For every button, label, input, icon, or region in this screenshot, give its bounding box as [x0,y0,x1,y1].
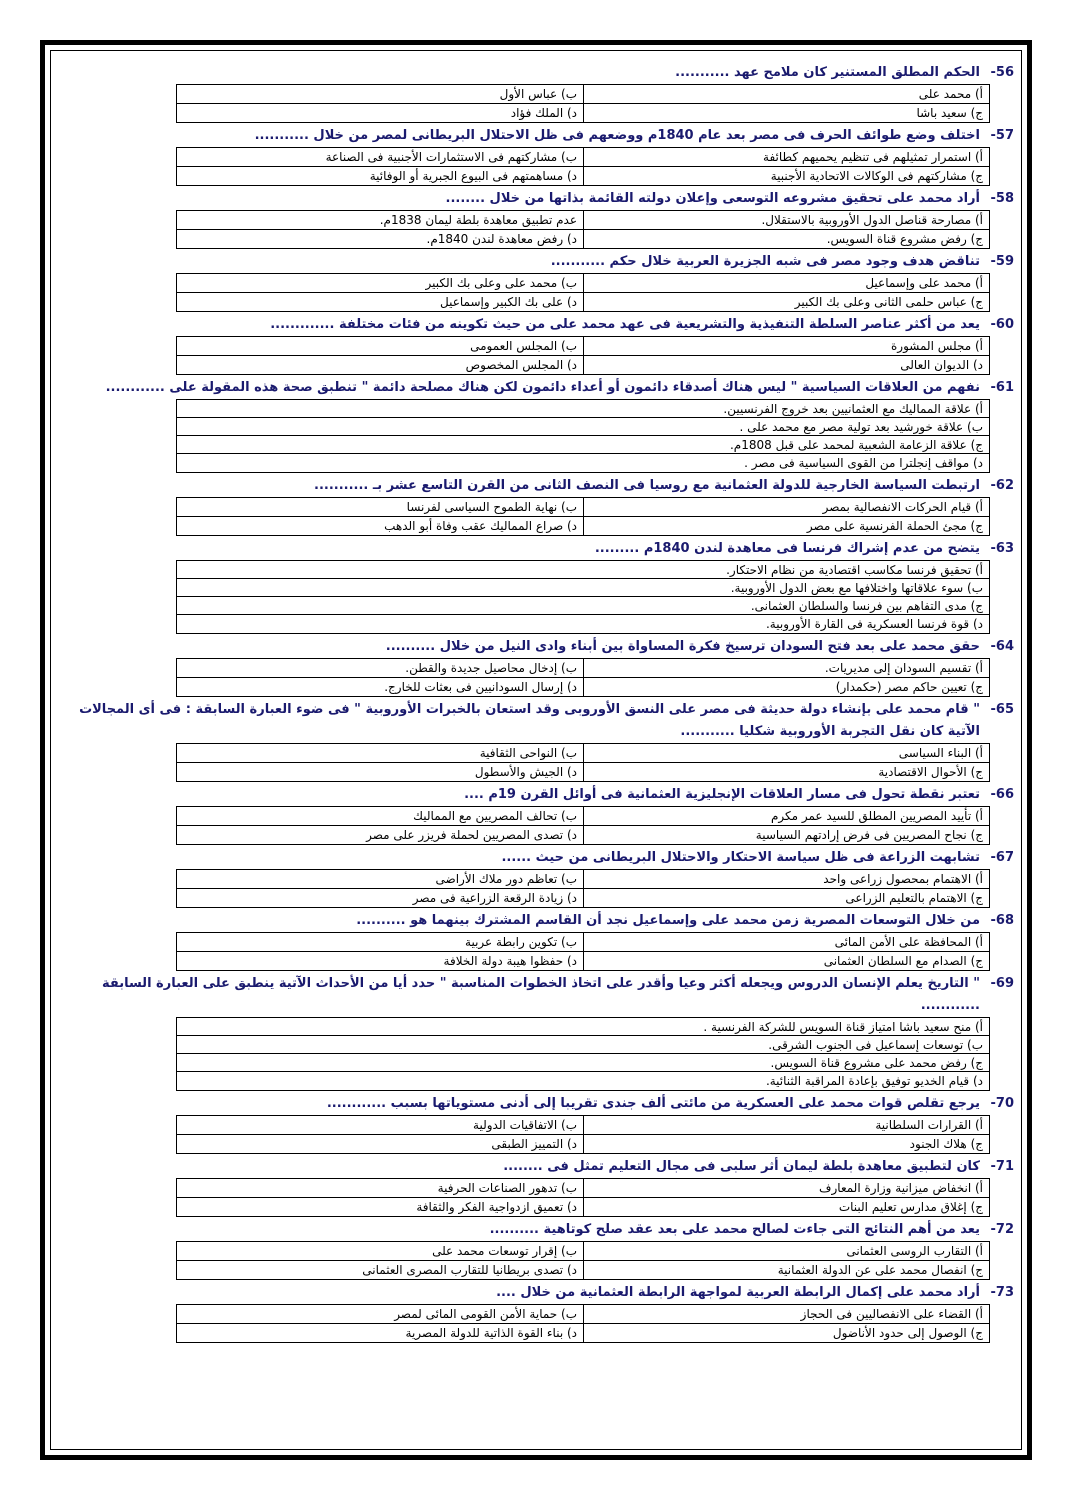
question-text: يعد من أكثر عناصر السلطة التنفيذية والتشريعية فى عهد محمد على من حيث تكوينه من فئات مختلفة ............. [270,317,980,332]
answer-option[interactable]: د) تصدى المصريين لحملة فريزر على مصر [366,828,577,842]
answer-option[interactable]: د) الملك فؤاد [510,106,577,120]
question-text: اختلف وضع طوائف الحرف فى مصر بعد عام 1840م ووضعهم فى ظل الاحتلال البريطانى لمصر من خلال ........... [254,128,980,143]
question-number: 71- [990,1159,1014,1174]
answer-option[interactable]: د) مواقف إنجلترا من القوى السياسية فى مصر . [744,456,983,470]
answer-option[interactable]: ج) مشاركتهم فى الوكالات الاتحادية الأجنبية [583,167,989,185]
answer-option[interactable]: ج) رفض محمد على مشروع قناة السويس. [177,1054,989,1072]
question-stem [60,699,1014,743]
options-table [176,497,990,536]
answer-option[interactable]: ب) تدهور الصناعات الحرفية [177,1179,583,1198]
question-stem [60,125,1014,147]
answer-option[interactable]: ج) الأحوال الاقتصادية [583,763,989,781]
question-block [60,475,1014,536]
question-number: 58- [990,191,1014,206]
question-stem [60,62,1014,84]
answer-option[interactable]: أ) منح سعيد باشا امتياز قناة السويس للشركة الفرنسية . [177,1018,989,1036]
answer-option[interactable]: ج) رفض مشروع قناة السويس. [583,230,989,248]
options-table [176,932,990,971]
answer-option[interactable]: د) بناء القوة الذاتية للدولة المصرية [405,1326,577,1340]
question-text: يتضح من عدم إشراك فرنسا فى معاهدة لندن 1840م ......... [594,541,980,556]
answer-option[interactable]: د) تعميق ازدواجية الفكر والثقافة [416,1200,577,1214]
answer-option[interactable]: ب) إدخال محاصيل جديدة والقطن. [177,659,583,678]
answer-option[interactable]: ج) إغلاق مدارس تعليم البنات [583,1198,989,1216]
question-number: 59- [990,254,1014,269]
question-number: 72- [990,1222,1014,1237]
options-table [176,210,990,249]
question-block [60,62,1014,123]
answer-option[interactable]: ب) محمد على وعلى بك الكبير [177,274,583,293]
answer-option[interactable]: د) الجيش والأسطول [474,765,577,779]
question-number: 64- [990,639,1014,654]
question-block [60,251,1014,312]
question-block [60,538,1014,634]
answer-option[interactable]: ج) تعيين حاكم مصر (حكمدار) [583,678,989,696]
answer-option[interactable]: أ) علاقة المماليك مع العثمانيين بعد خروج الفرنسيين. [177,400,989,418]
answer-option[interactable]: أ) الاهتمام بمحصول زراعى واحد [583,870,989,889]
question-number: 56- [990,65,1014,80]
answer-option[interactable]: ج) عباس حلمى الثانى وعلى بك الكبير [583,293,989,311]
question-text: تشابهت الزراعة فى ظل سياسة الاحتكار والاحتلال البريطانى من حيث ...... [501,850,980,865]
answer-option[interactable]: أ) مصارحة قناصل الدول الأوروبية بالاستقلال. [583,211,989,230]
answer-option[interactable]: ج) مدى التفاهم بين فرنسا والسلطان العثمانى. [177,597,989,615]
options-table [176,806,990,845]
question-text: أراد محمد على تحقيق مشروعه التوسعى وإعلان دولته القائمة بذاتها من خلال ........ [445,191,980,206]
question-block [60,1156,1014,1217]
question-block [60,1282,1014,1343]
answer-option[interactable]: د) قوة فرنسا العسكرية فى القارة الأوروبية. [765,617,983,631]
question-stem [60,973,1014,1017]
answer-option[interactable]: أ) تحقيق فرنسا مكاسب اقتصادية من نظام الاحتكار. [177,561,989,579]
answer-option[interactable]: ب) تكوين رابطة عربية [177,933,583,952]
question-block [60,847,1014,908]
answer-option[interactable]: ب) نهاية الطموح السياسى لفرنسا [177,498,583,517]
answer-option[interactable]: د) على بك الكبير وإسماعيل [440,295,577,309]
options-table [176,560,990,634]
answer-option[interactable]: د) التمييز الطبقى [491,1137,577,1151]
question-number: 62- [990,478,1014,493]
answer-option[interactable]: ب) عباس الأول [177,85,583,104]
answer-option[interactable]: ب) توسعات إسماعيل فى الجنوب الشرقى. [177,1036,989,1054]
question-number: 70- [990,1096,1014,1111]
answer-option[interactable]: ج) الصدام مع السلطان العثمانى [583,952,989,970]
question-number: 68- [990,913,1014,928]
question-number: 60- [990,317,1014,332]
question-number: 66- [990,787,1014,802]
options-table [176,147,990,186]
question-stem [60,910,1014,932]
question-text: " قام محمد على بإنشاء دولة حديثة فى مصر على النسق الأوروبى وقد استعان بالخبرات الأوروبية " فى ضوء العبارة السابقة : فى أى المجالات الآتية كان نقل التجربة الأوروبية شكليا ........... [79,702,980,739]
answer-option[interactable]: د) حفظوا هيبة دولة الخلافة [443,954,577,968]
answer-option[interactable]: د) الديوان العالى [583,356,989,374]
question-text: أراد محمد على إكمال الرابطة العربية لمواجهة الرابطة العثمانية من خلال .... [496,1285,980,1300]
question-stem [60,1219,1014,1241]
question-text: " التاريخ يعلم الإنسان الدروس ويجعله أكثر وعيا وأقدر على اتخاذ الخطوات المناسبة " حدد أيا من الأحداث الآتية ينطبق على العبارة السابقة ............ [101,976,980,1013]
question-text: كان لتطبيق معاهدة بلطة ليمان أثر سلبى فى مجال التعليم تمثل فى ........ [503,1159,980,1174]
question-number: 67- [990,850,1014,865]
answer-option[interactable]: ج) انفصال محمد على عن الدولة العثمانية [583,1261,989,1279]
answer-option[interactable]: ب) المجلس العمومى [177,337,583,356]
question-stem [60,1156,1014,1178]
answer-option[interactable]: أ) التقارب الروسى العثمانى [583,1242,989,1261]
answer-option[interactable]: د) المجلس المخصوص [465,358,577,372]
question-block [60,1093,1014,1154]
answer-option[interactable]: ب) تحالف المصريين مع المماليك [177,807,583,826]
question-text: الحكم المطلق المستنير كان ملامح عهد ........... [675,65,980,80]
question-block [60,699,1014,782]
question-block [60,314,1014,375]
answer-option[interactable]: ج) علاقة الزعامة الشعبية لمحمد على قبل 1808م. [177,436,989,454]
options-table [176,1115,990,1154]
question-stem [60,538,1014,560]
options-table [176,1178,990,1217]
question-stem [60,251,1014,273]
options-table [176,743,990,782]
answer-option[interactable]: أ) انخفاض ميزانية وزارة المعارف [583,1179,989,1198]
question-text: نفهم من العلاقات السياسية " ليس هناك أصدقاء دائمون أو أعداء دائمون لكن هناك مصلحة دائمة " تنطبق صحة هذه المقولة على ............ [105,380,980,395]
question-stem [60,314,1014,336]
answer-option[interactable]: ج) مجئ الحملة الفرنسية على مصر [583,517,989,535]
question-number: 65- [990,702,1014,717]
question-stem [60,784,1014,806]
question-number: 69- [990,976,1014,991]
answer-option[interactable]: أ) تقسيم السودان إلى مديريات. [583,659,989,678]
answer-option[interactable]: أ) مجلس المشورة [583,337,989,356]
question-text: ارتبطت السياسة الخارجية للدولة العثمانية مع روسيا فى النصف الثانى من القرن التاسع عشر بـ ........... [314,478,980,493]
answer-option[interactable]: ب) مشاركتهم فى الاستثمارات الأجنبية فى الصناعة [177,148,583,167]
question-block [60,784,1014,845]
answer-option[interactable]: أ) محمد على وإسماعيل [583,274,989,293]
question-stem [60,188,1014,210]
question-stem [60,847,1014,869]
question-stem [60,636,1014,658]
answer-option[interactable]: أ) محمد على [583,85,989,104]
answer-option[interactable]: أ) استمرار تمثيلهم فى تنظيم يحميهم كطائفة [583,148,989,167]
answer-option[interactable]: د) مساهمتهم فى البيوع الجبرية أو الوفائية [369,169,577,183]
answer-option[interactable]: أ) القضاء على الانفصاليين فى الحجاز [583,1305,989,1324]
question-text: يعد من أهم النتائج التى جاءت لصالح محمد على بعد عقد صلح كوتاهية .......... [489,1222,980,1237]
question-number: 61- [990,380,1014,395]
question-number: 63- [990,541,1014,556]
answer-option[interactable]: ج) الوصول إلى حدود الأناضول [583,1324,989,1342]
answer-option[interactable]: أ) تأييد المصريين المطلق للسيد عمر مكرم [583,807,989,826]
question-block [60,910,1014,971]
options-table [176,273,990,312]
answer-option[interactable]: ج) الاهتمام بالتعليم الزراعى [583,889,989,907]
question-stem [60,1282,1014,1304]
answer-option[interactable]: د) رفض معاهدة لندن 1840م. [426,232,577,246]
question-block [60,377,1014,473]
question-text: يرجع تقلص قوات محمد على العسكرية من مائتى ألف جندى تقريبا إلى أدنى مستوياتها بسبب ............ [326,1096,980,1111]
options-table [176,869,990,908]
question-text: من خلال التوسعات المصرية زمن محمد على وإسماعيل نجد أن القاسم المشترك بينهما هو .......... [356,913,980,928]
answer-option[interactable]: ج) سعيد باشا [583,104,989,122]
options-table [176,1304,990,1343]
answer-option[interactable]: ب) تعاظم دور ملاك الأراضى [177,870,583,889]
question-block [60,188,1014,249]
question-list [60,62,1014,1345]
answer-option[interactable]: ب) النواحى الثقافية [177,744,583,763]
answer-option[interactable]: ب) إقرار توسعات محمد على [177,1242,583,1261]
answer-option[interactable]: ب) حماية الأمن القومى المائى لمصر [177,1305,583,1324]
answer-option[interactable]: د) إرسال السودانيين فى بعثات للخارج. [384,680,577,694]
answer-option[interactable]: د) صراع المماليك عقب وفاة أبو الدهب [384,519,577,533]
question-block [60,973,1014,1091]
options-table [176,1017,990,1091]
answer-option[interactable]: ب) علاقة خورشيد بعد تولية مصر مع محمد على . [177,418,989,436]
question-block [60,125,1014,186]
answer-option[interactable]: ج) نجاح المصريين فى فرض إرادتهم السياسية [583,826,989,844]
question-number: 73- [990,1285,1014,1300]
options-table [176,658,990,697]
answer-option[interactable]: ب) سوء علاقاتها واختلافها مع بعض الدول الأوروبية. [177,579,989,597]
question-text: تناقض هدف وجود مصر فى شبه الجزيرة العربية خلال حكم ........... [550,254,980,269]
question-text: تعتبر نقطة تحول فى مسار العلاقات الإنجليزية العثمانية فى أوائل القرن 19م .... [464,787,980,802]
answer-option[interactable]: د) زيادة الرقعة الزراعية فى مصر [412,891,577,905]
options-table [176,1241,990,1280]
options-table [176,399,990,473]
answer-option[interactable]: أ) البناء السياسى [583,744,989,763]
answer-option[interactable]: د) قيام الخديو توفيق بإعادة المراقبة الثنائية. [765,1074,983,1088]
question-block [60,1219,1014,1280]
question-stem [60,475,1014,497]
question-stem [60,377,1014,399]
answer-option[interactable]: أ) قيام الحركات الانفصالية بمصر [583,498,989,517]
answer-option[interactable]: أ) القرارات السلطانية [583,1116,989,1135]
answer-option[interactable]: د) تصدى بريطانيا للتقارب المصرى العثمانى [362,1263,577,1277]
answer-option[interactable]: ج) هلاك الجنود [583,1135,989,1153]
options-table [176,84,990,123]
question-stem [60,1093,1014,1115]
question-block [60,636,1014,697]
answer-option[interactable]: ب) الاتفاقيات الدولية [177,1116,583,1135]
answer-option[interactable]: أ) المحافظة على الأمن المائى [583,933,989,952]
question-text: حقق محمد على بعد فتح السودان ترسيخ فكرة المساواة بين أبناء وادى النيل من خلال .......... [385,639,980,654]
answer-option[interactable]: عدم تطبيق معاهدة بلطة ليمان 1838م. [177,211,583,230]
options-table [176,336,990,375]
question-number: 57- [990,128,1014,143]
